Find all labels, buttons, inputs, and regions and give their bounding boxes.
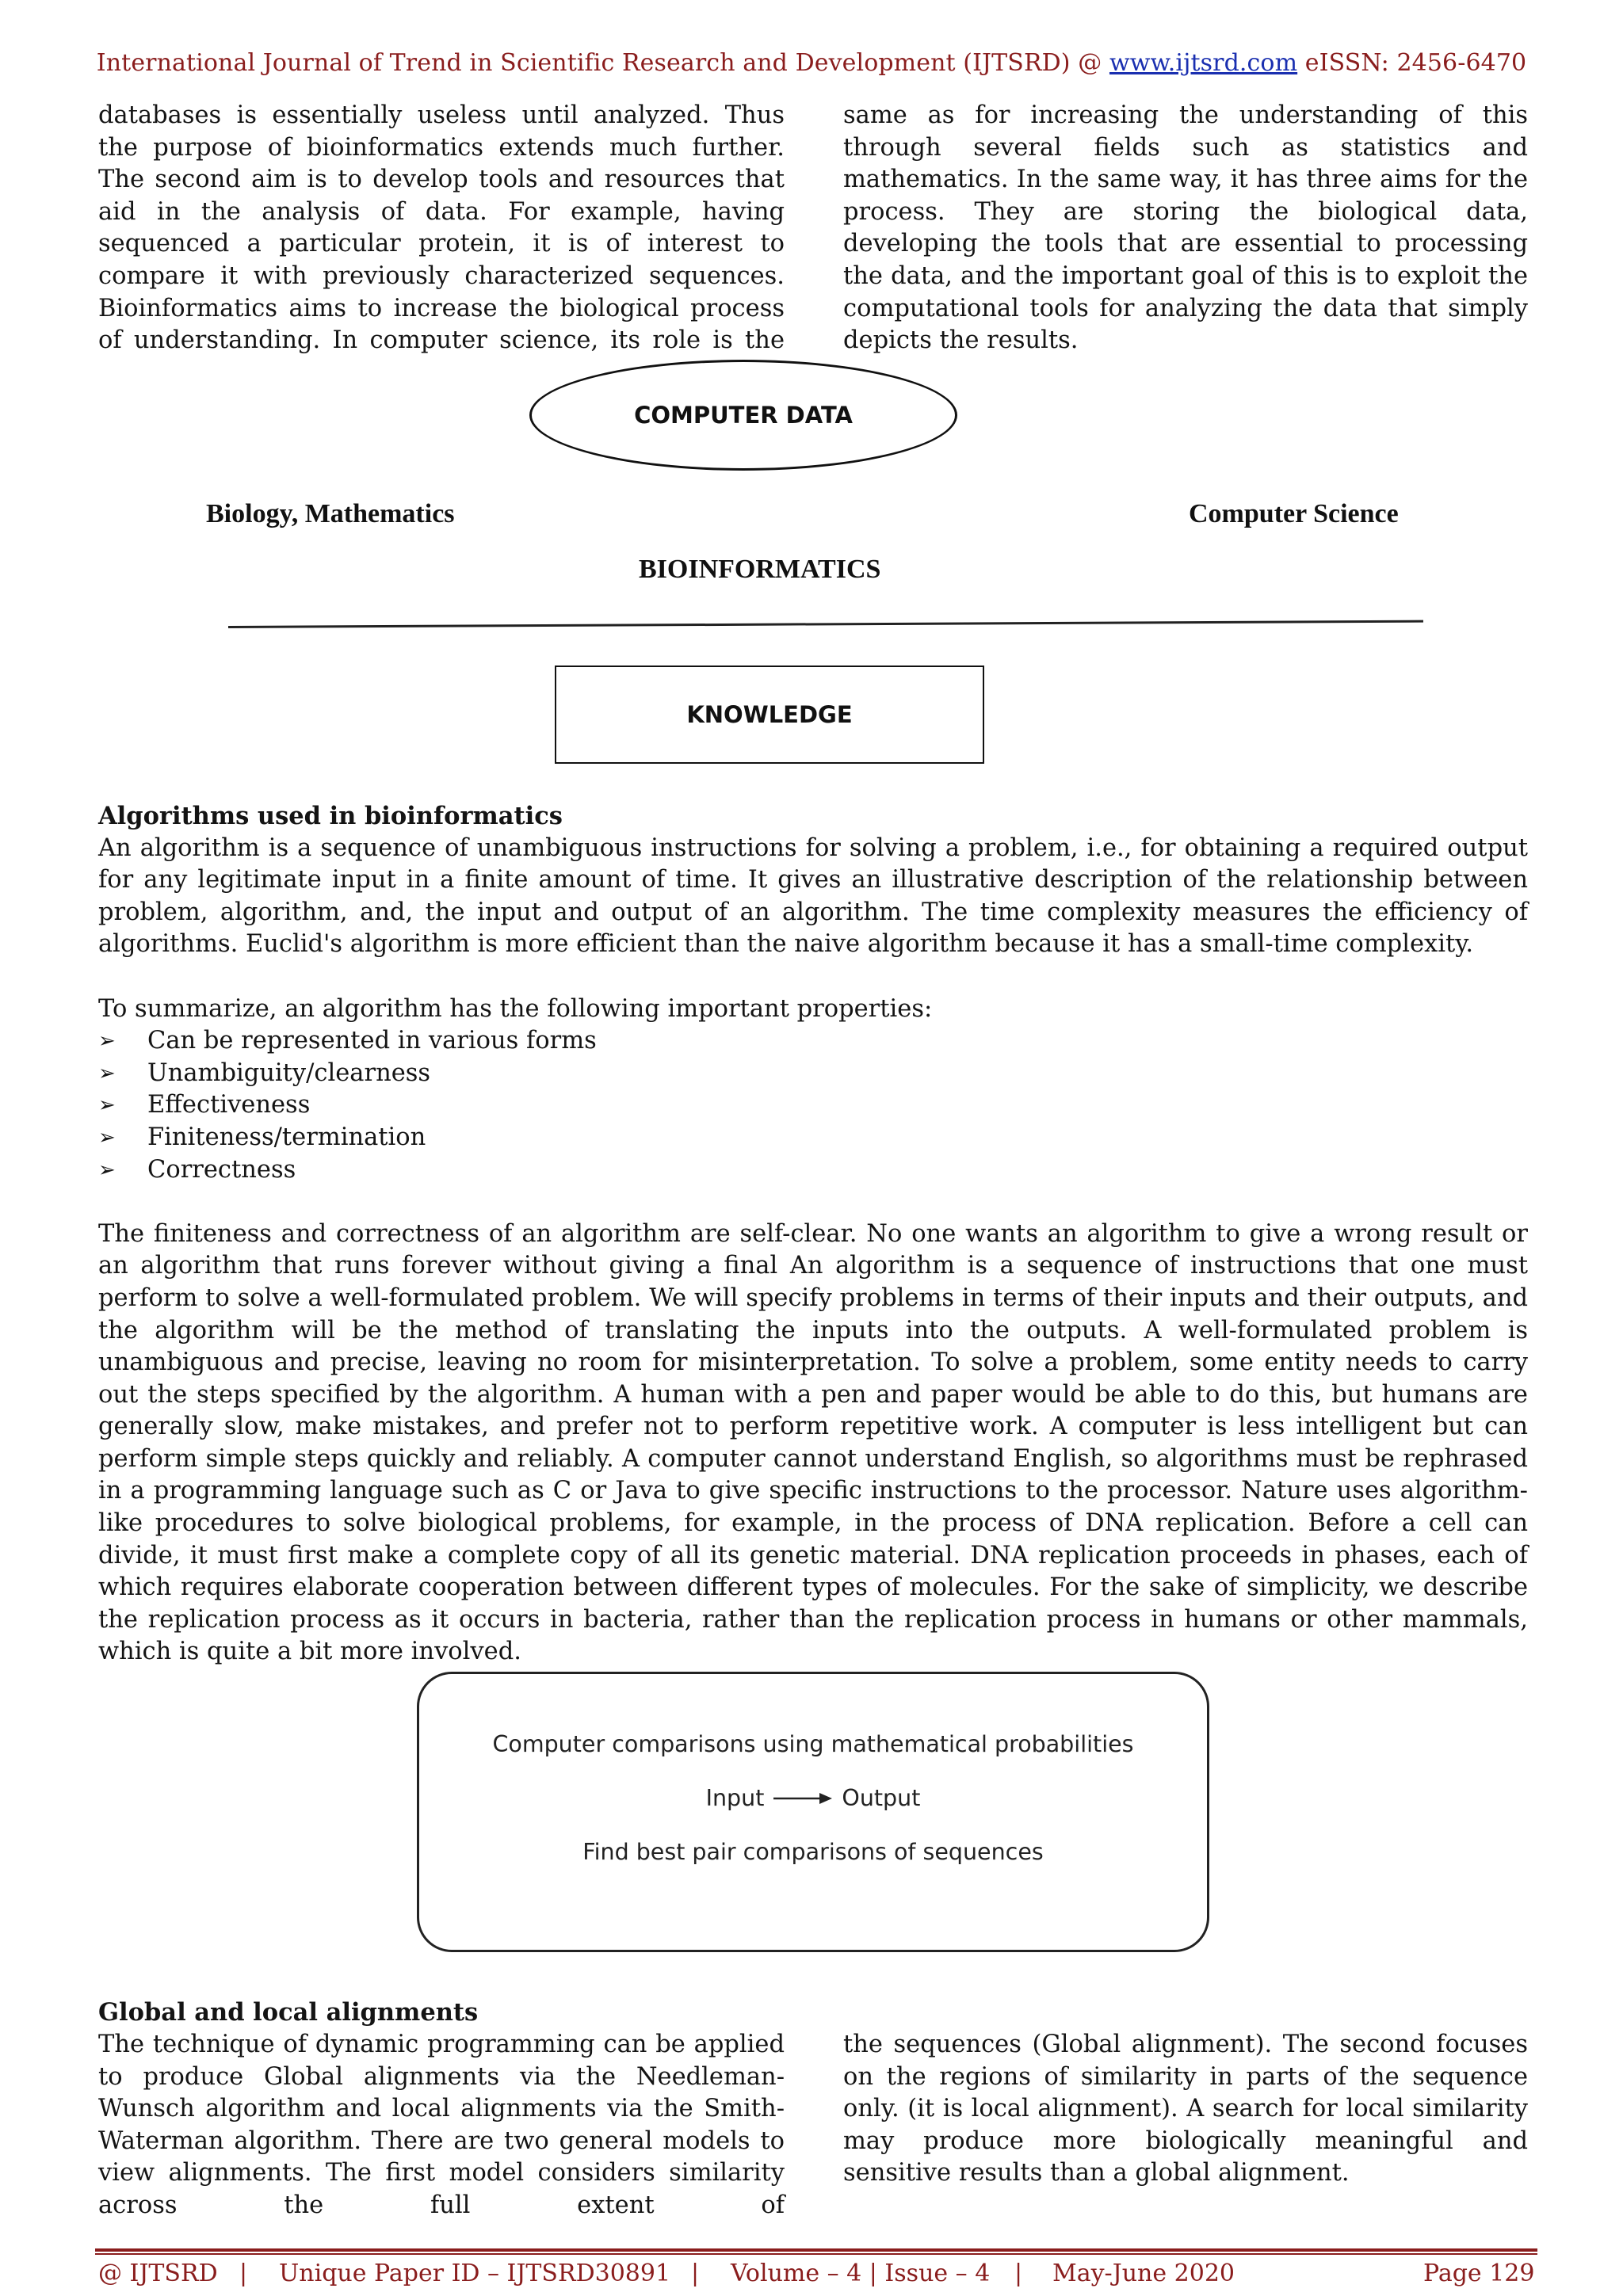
input-output-row [419, 1785, 1207, 1811]
footer-volume: Volume – 4 | Issue – 4 [731, 2260, 991, 2287]
list-item-text: Unambiguity/clearness [147, 1058, 431, 1087]
journal-url-link[interactable]: www.ijtsrd.com [1109, 49, 1298, 77]
computer-data-ellipse [529, 360, 957, 471]
list-item [98, 1154, 1528, 1187]
footer-date: May-June 2020 [1052, 2260, 1235, 2287]
footer-paper-id: Unique Paper ID – IJTSRD30891 [279, 2260, 671, 2287]
comparison-diagram-box [417, 1672, 1209, 1952]
algorithms-paragraph-2: The finiteness and correctness of an algorithm are self-clear. No one wants an algorithm to give a wrong result or an algorithm that runs forever without giving a final An algorithm is a sequence of instructions that one must perform to solve a well-formulated problem. We will specify problems in terms of their inputs and their outputs, and the algorithm will be the method of translating the inputs into the outputs. A well-formulated problem is unambiguous and precise, leaving no room for misinterpretation. To solve a problem, some entity needs to carry out the steps specified by the algorithm. A human with a pen and paper would be able to do this, but humans are generally slow, make mistakes, and prefer not to perform repetitive work. A computer is less intelligent but can perform simple steps quickly and reliably. A computer cannot understand English, so algorithms must be rephrased in a programming language such as C or Java to give specific instructions to the processor. Nature uses algorithm-like procedures to solve biological problems, for example, in the process of DNA replication. Before a cell can divide, it must first make a complete copy of all its genetic material. DNA replication proceeds in phases, each of which requires elaborate cooperation between different types of molecules. For the sake of simplicity, we describe the replication process as it occurs in bacteria, rather than the replication process in humans or other mammals, which is quite a bit more involved. [98, 1219, 1528, 1666]
list-item [98, 1058, 1528, 1090]
footer-separator: | [691, 2260, 700, 2287]
running-header [0, 49, 1623, 77]
alignments-heading-block [98, 1997, 1528, 2029]
footer-rule [95, 2248, 1537, 2252]
list-item [98, 1025, 1528, 1058]
list-item [98, 1089, 1528, 1122]
computer-science-label: Computer Science [1189, 499, 1399, 528]
arrow-bullet-icon: ➢ [98, 1125, 116, 1150]
intro-left-text: databases is essentially useless until analyzed. Thus the purpose of bioinformatics extends much further. The second aim is to develop tools and resources that aid in the analysis of data. For example, having sequenced a particular protein, it is of interest to compare it with previously characterized sequences. Bioinformatics aims to increase the biological process of understanding. In computer science, its role is the [98, 101, 785, 355]
alignments-right-column [843, 2029, 1528, 2190]
list-item-text: Correctness [147, 1155, 296, 1184]
journal-name: International Journal of Trend in Scientific Research and Development (IJTSRD) @ [96, 49, 1109, 77]
footer-copyright: @ IJTSRD [98, 2260, 218, 2287]
algorithms-summary: To summarize, an algorithm has the following important properties: [98, 994, 933, 1023]
alignments-heading: Global and local alignments [98, 1998, 479, 2027]
arrow-right-icon [772, 1791, 834, 1806]
properties-list [98, 1025, 1528, 1186]
comparison-line-1: Computer comparisons using mathematical probabilities [492, 1731, 1134, 1757]
knowledge-box [555, 666, 984, 764]
footer-rule-thin [95, 2253, 1537, 2255]
footer-separator: | [1014, 2260, 1023, 2287]
algorithms-section [98, 800, 1528, 1669]
footer-page-number: Page 129 [1423, 2260, 1535, 2287]
list-item-text: Can be represented in various forms [147, 1027, 597, 1055]
output-label: Output [842, 1785, 921, 1811]
list-item-text: Finiteness/termination [147, 1123, 426, 1151]
spacer [98, 961, 1528, 994]
journal-issn: eISSN: 2456-6470 [1297, 49, 1527, 77]
footer-separator: | [239, 2260, 248, 2287]
comparison-line-3: Find best pair comparisons of sequences [582, 1839, 1044, 1865]
algorithms-paragraph-1: An algorithm is a sequence of unambiguous instructions for solving a problem, i.e., for obtaining a required output for any legitimate input in a finite amount of time. It gives an illustrative description of the relationship between problem, algorithm, and, the input and output of an algorithm. The time complexity measures the efficiency of algorithms. Euclid's algorithm is more efficient than the naive algorithm because it has a small-time complexity. [98, 833, 1528, 959]
knowledge-label: KNOWLEDGE [686, 701, 853, 728]
intro-right-text: same as for increasing the understanding of this through several fields such as statistics and mathematics. In the same way, it has three aims for the process. They are storing the biological data, developing the tools that are essential to processing the data, and the important goal of this is to exploit the computational tools for analyzing the data that simply depicts the results. [843, 101, 1528, 355]
arrow-bullet-icon: ➢ [98, 1061, 116, 1085]
spacer [98, 1186, 1528, 1219]
intro-left-column [98, 100, 785, 357]
alignments-left-text: The technique of dynamic programming can be applied to produce Global alignments via the Needleman-Wunsch algorithm and local alignments via the Smith-Waterman algorithm. There are two general models to view alignments. The first model considers similarity across the full extent of [98, 2031, 785, 2219]
algorithms-heading: Algorithms used in bioinformatics [98, 802, 563, 830]
list-item-text: Effectiveness [147, 1091, 311, 1119]
diagram-divider-line [228, 620, 1423, 628]
biology-mathematics-label: Biology, Mathematics [206, 499, 455, 528]
list-item [98, 1122, 1528, 1154]
alignments-left-column [98, 2029, 785, 2222]
computer-data-label: COMPUTER DATA [634, 402, 853, 429]
alignments-right-text: the sequences (Global alignment). The second focuses on the regions of similarity in parts of the sequence only. (it is local alignment). A search for local similarity may produce more biologically meaningful and sensitive results than a global alignment. [843, 2031, 1528, 2187]
arrow-bullet-icon: ➢ [98, 1029, 116, 1054]
arrow-bullet-icon: ➢ [98, 1158, 116, 1182]
input-label: Input [705, 1785, 765, 1811]
bioinformatics-label: BIOINFORMATICS [639, 555, 881, 584]
intro-right-column [843, 100, 1528, 357]
arrow-bullet-icon: ➢ [98, 1093, 116, 1118]
